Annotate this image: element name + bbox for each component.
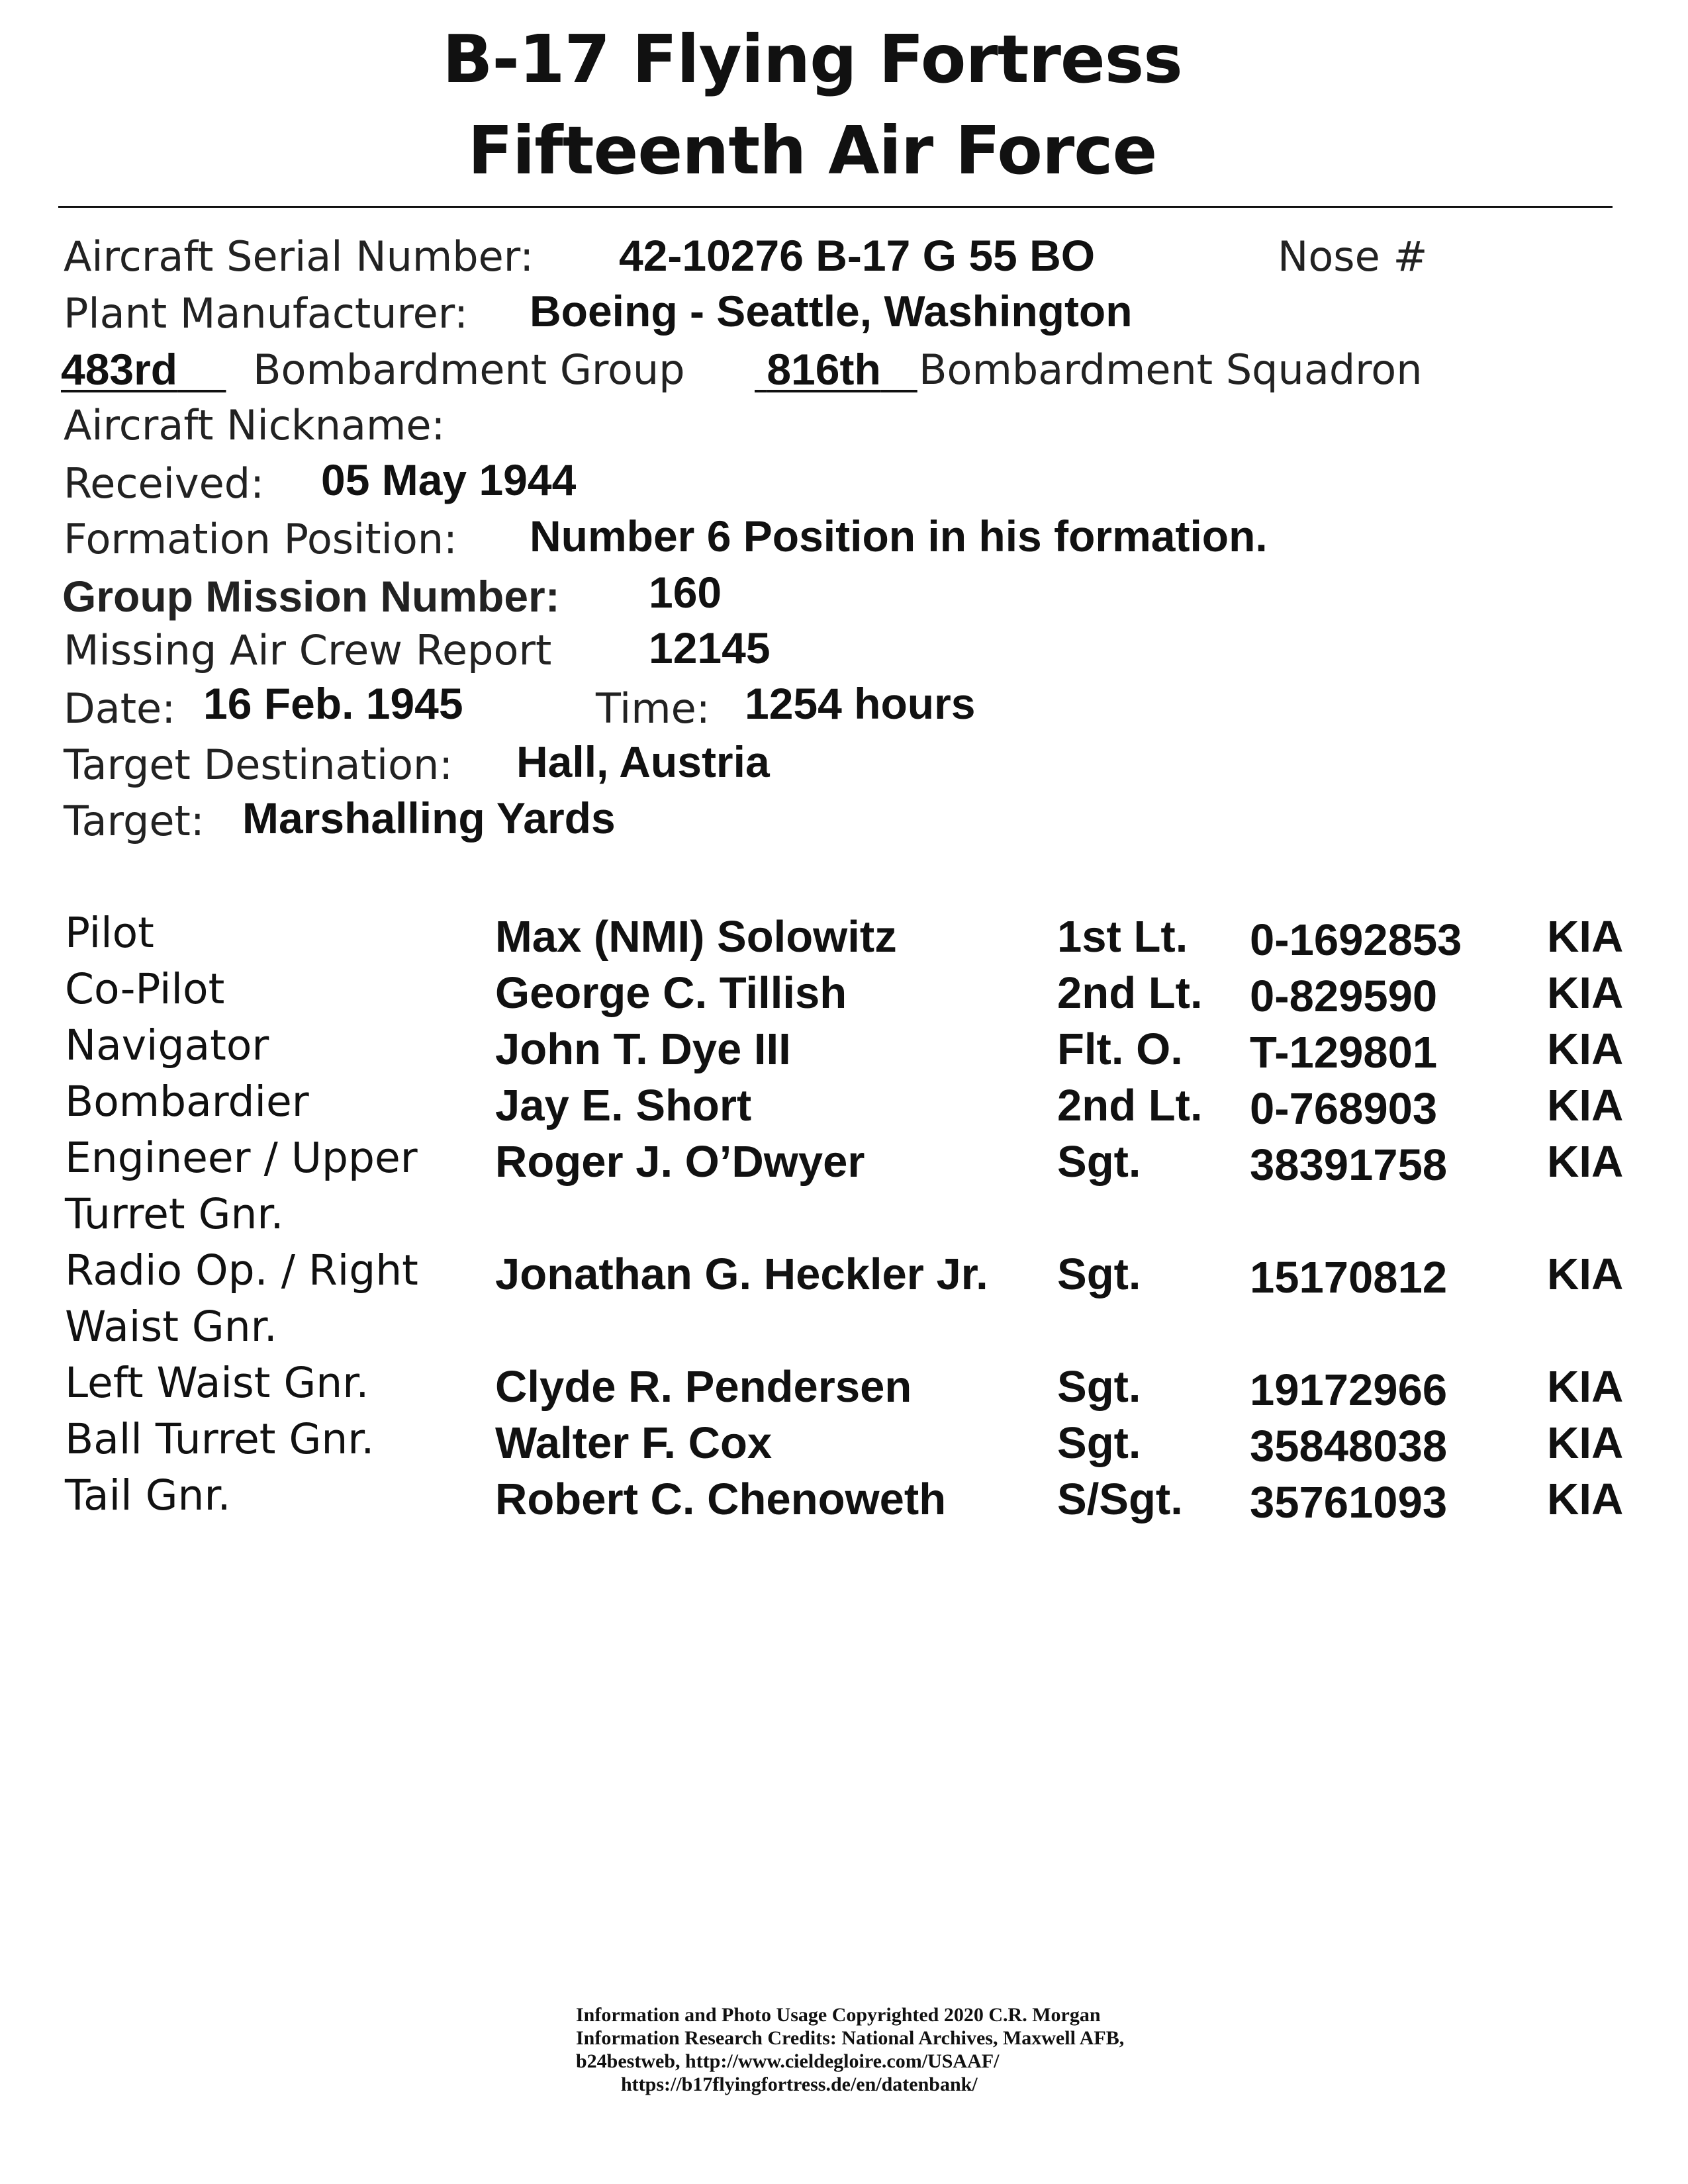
crew-serial: 0-829590 [1250,972,1438,1021]
destination-label: Target Destination: [64,741,453,789]
crew-serial: 35761093 [1250,1478,1448,1527]
crew-rank: Sgt. [1057,1362,1141,1412]
serial-label: Aircraft Serial Number: [64,232,534,281]
crew-position: Co-Pilot [65,965,225,1013]
crew-status: KIA [1547,912,1624,962]
crew-position: Navigator [65,1021,269,1069]
formation-label: Formation Position: [64,515,457,563]
crew-status: KIA [1547,1137,1624,1187]
crew-serial: 35848038 [1250,1422,1448,1471]
group-label: Bombardment Group [253,345,685,394]
footer-credits-url: b24bestweb, http://www.cieldegloire.com/USAAF/ [576,2050,1000,2072]
destination-value: Hall, Austria [516,737,770,786]
crew-position: Pilot [65,909,154,957]
page-subtitle: Fifteenth Air Force [467,112,1157,189]
crew-status: KIA [1547,1081,1624,1130]
crew-rank: Sgt. [1057,1250,1141,1299]
crew-name: Max (NMI) Solowitz [495,912,897,962]
time-value: 1254 hours [745,679,976,728]
crew-status: KIA [1547,1418,1624,1468]
group-number: 483rd [61,345,178,394]
mission-label: Group Mission Number: [62,572,560,621]
squadron-number: 816th [767,345,881,394]
crew-position: Left Waist Gnr. [65,1359,369,1407]
crew-name: Walter F. Cox [495,1418,773,1468]
crew-position: Tail Gnr. [65,1471,231,1520]
crew-name: Jonathan G. Heckler Jr. [495,1250,988,1299]
page-title: B-17 Flying Fortress [442,21,1182,98]
crew-status: KIA [1547,1475,1624,1524]
date-label: Date: [64,684,176,733]
crew-position: Bombardier [65,1077,309,1126]
macr-value: 12145 [649,623,771,672]
date-value: 16 Feb. 1945 [203,679,463,728]
crew-position-line2: Turret Gnr. [65,1190,284,1238]
crew-rank: 1st Lt. [1057,912,1188,962]
crew-rank: Sgt. [1057,1418,1141,1468]
crew-position: Ball Turret Gnr. [65,1415,375,1463]
serial-value: 42-10276 B-17 G 55 BO [619,231,1096,280]
footer-credits-line: Information Research Credits: National Archives, Maxwell AFB, [576,2027,1125,2049]
macr-label: Missing Air Crew Report [64,626,552,674]
crew-serial: 38391758 [1250,1140,1448,1190]
nose-label: Nose # [1278,232,1428,281]
crew-serial: 0-768903 [1250,1084,1438,1134]
crew-status: KIA [1547,1250,1624,1299]
footer-credits [576,2003,1124,2096]
mission-value: 160 [649,568,722,617]
crew-name: George C. Tillish [495,968,847,1018]
squadron-label: Bombardment Squadron [919,345,1423,394]
crew-rank: Sgt. [1057,1137,1141,1187]
crew-status: KIA [1547,968,1624,1018]
crew-serial: 15170812 [1250,1253,1448,1302]
crew-name: Roger J. O’Dwyer [495,1137,865,1187]
crew-position: Engineer / Upper [65,1134,418,1182]
crew-name: Jay E. Short [495,1081,752,1130]
crew-rank: Flt. O. [1057,1024,1183,1074]
header-divider [58,206,1613,208]
received-value: 05 May 1944 [321,455,577,504]
crew-name: John T. Dye III [495,1024,791,1074]
manufacturer-label: Plant Manufacturer: [64,289,469,338]
crew-serial: 19172966 [1250,1365,1448,1415]
crew-status: KIA [1547,1024,1624,1074]
crew-serial: T-129801 [1250,1028,1438,1077]
target-value: Marshalling Yards [242,794,616,842]
crew-name: Robert C. Chenoweth [495,1475,947,1524]
target-label: Target: [64,797,205,845]
crew-status: KIA [1547,1362,1624,1412]
footer-credits-url: https://b17flyingfortress.de/en/datenbank/ [621,2073,978,2095]
crew-serial: 0-1692853 [1250,915,1462,965]
crew-rank: 2nd Lt. [1057,968,1203,1018]
crew-position-line2: Waist Gnr. [65,1302,277,1351]
crew-position: Radio Op. / Right [65,1246,418,1295]
time-label: Time: [596,684,710,733]
nickname-label: Aircraft Nickname: [64,401,445,449]
manufacturer-value: Boeing - Seattle, Washington [530,287,1133,336]
crew-rank: S/Sgt. [1057,1475,1183,1524]
crew-name: Clyde R. Pendersen [495,1362,912,1412]
formation-value: Number 6 Position in his formation. [530,512,1268,561]
received-label: Received: [64,459,264,508]
footer-copyright: Information and Photo Usage Copyrighted 2020 C.R. Morgan [576,2004,1101,2026]
crew-rank: 2nd Lt. [1057,1081,1203,1130]
